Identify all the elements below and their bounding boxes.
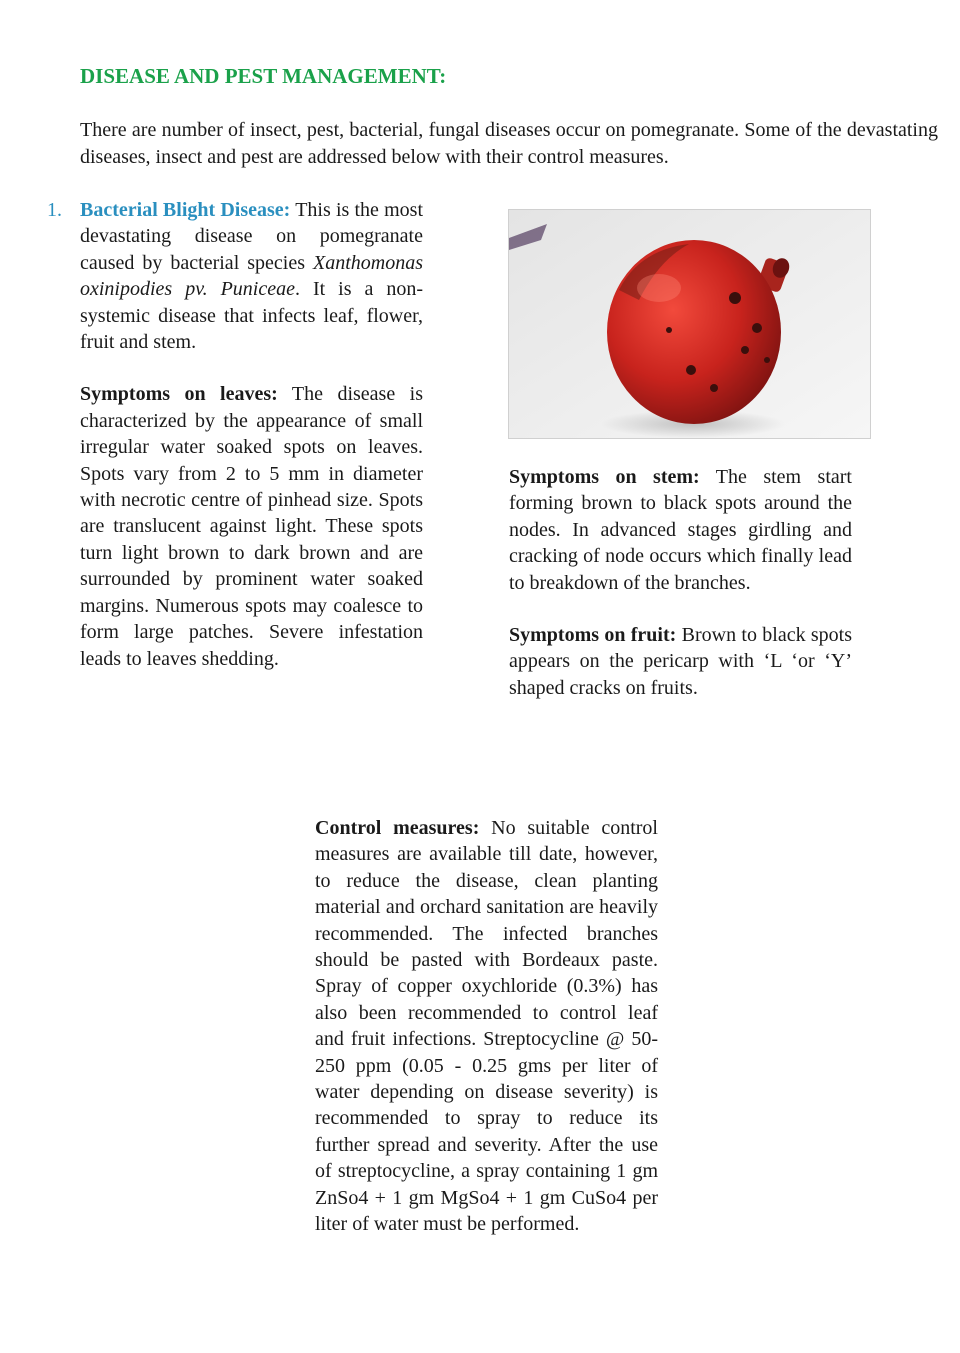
pomegranate-photo	[508, 209, 871, 439]
intro-paragraph: There are number of insect, pest, bacterial, fungal diseases occur on pomegranate. Some of the devastating diseases, insect and pest are addressed below with their control measures.	[80, 119, 938, 168]
control-measures-label: Control measures:	[315, 817, 480, 839]
symptoms-fruit-paragraph	[509, 622, 852, 701]
blight-text-after: . It is a non-systemic disease that infects leaf, flower, fruit and stem.	[80, 278, 423, 354]
right-column	[509, 464, 852, 701]
control-measures-paragraph	[315, 815, 658, 1238]
blight-title: Bacterial Blight Disease:	[80, 199, 291, 221]
symptoms-stem-paragraph	[509, 464, 852, 596]
symptoms-leaves-paragraph	[80, 381, 423, 671]
left-column	[80, 197, 423, 672]
control-measures-text: No suitable control measures are available till date, however, to reduce the disease, clean planting material and orchard sanitation are heavily recommended. The infected branches should be pasted with Bordeaux paste. Spray of copper oxychloride (0.3%) has also been recommended to control leaf and fruit infections. Streptocycline @ 50-250 ppm (0.05 - 0.25 gms per liter of water depending on disease severity) is recommended to spray to reduce its further spread and severity. After the use of streptocycline, a spray containing 1 gm ZnSo4 + 1 gm MgSo4 + 1 gm CuSo4 per liter of water must be performed.	[315, 817, 658, 1236]
symptoms-fruit-text: Brown to black spots appears on the pericarp with ‘L ‘or ‘Y’ shaped cracks on fruits.	[509, 624, 853, 699]
section-heading: DISEASE AND PEST MANAGEMENT:	[80, 64, 447, 88]
list-number: 1.	[47, 199, 62, 221]
species-name: Xanthomonas oxinipodies pv. Puniceae	[80, 251, 423, 301]
symptoms-leaves-label: Symptoms on leaves:	[80, 383, 278, 406]
blight-text-before: This is the most devastating disease on pomegranate caused by bacterial species	[80, 199, 423, 274]
symptoms-fruit-label: Symptoms on fruit:	[509, 624, 677, 647]
control-measures-block	[315, 815, 658, 1238]
symptoms-stem-text: The stem start forming brown to black spots around the nodes. In advanced stages girdling and cracking of node occurs which finally lead to breakdown of the branches.	[509, 466, 852, 594]
blight-description	[80, 197, 423, 355]
symptoms-stem-label: Symptoms on stem:	[509, 466, 700, 488]
symptoms-leaves-text: The disease is characterized by the appearance of small irregular water soaked spots on leaves. Spots vary from 2 to 5 mm in diameter with necrotic centre of pinhead size. Spots are translucent against light. These spots turn light brown to dark brown and are surrounded by prominent water soaked margins. Numerous spots may coalesce to form large patches. Severe infestation leads to leaves shedding.	[80, 383, 424, 670]
